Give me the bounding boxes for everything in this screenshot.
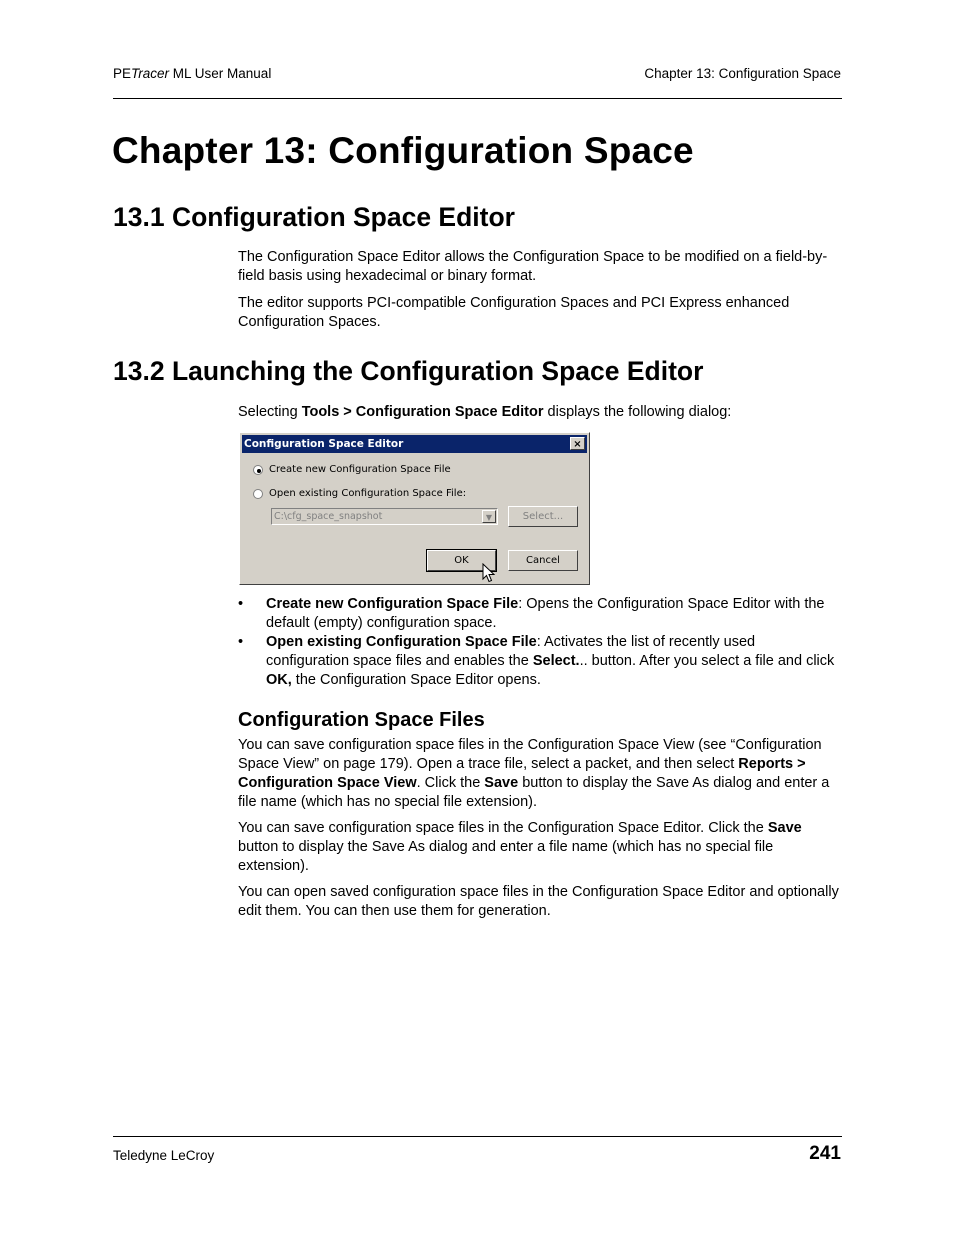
combo-value: C:\cfg_space_snapshot	[274, 511, 383, 522]
section-1-body	[238, 248, 842, 332]
option-term: Create new Configuration Space File	[266, 596, 519, 612]
intro-pre: Selecting	[238, 404, 302, 420]
section-2-title: 13.2 Launching the Configuration Space Editor	[113, 356, 704, 386]
page-header-left	[113, 66, 271, 81]
recent-files-combo[interactable]	[271, 508, 498, 525]
dialog-titlebar	[242, 435, 587, 453]
product-suffix: ML User Manual	[169, 66, 272, 81]
save-term: Save	[484, 775, 519, 791]
footer-rule	[113, 1136, 842, 1137]
section-1-title: 13.1 Configuration Space Editor	[113, 202, 515, 232]
cancel-button[interactable]: Cancel	[508, 550, 578, 571]
radio-open-label: Open existing Configuration Space File:	[269, 488, 467, 499]
radio-selected-dot	[257, 469, 261, 473]
save-term: Save	[767, 820, 802, 836]
ok-term: OK,	[266, 672, 292, 688]
chevron-down-icon[interactable]: ▼	[482, 510, 496, 523]
section-1-para-1: The Configuration Space Editor allows the Configuration Space to be modified on a field-by-field basis using hexadecimal or binary format.	[238, 249, 828, 284]
menu-path: Reports > Configuration Space View	[238, 756, 806, 791]
mouse-pointer-icon	[482, 563, 496, 583]
intro-post: displays the following dialog:	[543, 404, 732, 420]
select-button[interactable]: Select...	[508, 506, 578, 527]
subsection-title: Configuration Space Files	[238, 709, 485, 731]
ok-button[interactable]: OK	[427, 550, 496, 571]
page-number: 241	[809, 1143, 841, 1164]
subsection-para-2	[238, 819, 842, 876]
option-term: Open existing Configuration Space File	[266, 634, 537, 650]
chapter-title: Chapter 13: Configuration Space	[112, 130, 694, 171]
option-desc: the Configuration Space Editor opens.	[291, 672, 541, 688]
product-italic: Tracer	[131, 66, 170, 81]
text-run: button to display the Save As dialog and enter a file name (which has no special file extension).	[238, 839, 774, 874]
dialog-options-list	[238, 595, 842, 690]
option-desc: .. button. After you select a file and click	[579, 653, 835, 669]
header-rule	[113, 98, 842, 99]
text-run: . Click the	[416, 775, 485, 791]
radio-open-indicator[interactable]	[253, 489, 263, 499]
config-space-editor-dialog	[239, 432, 590, 585]
select-term: Select.	[532, 653, 580, 669]
text-run: button to display the Save As dialog and enter a file name (which has no special file extension).	[238, 775, 830, 810]
text-run: You can save configuration space files in the Configuration Space View (see “Configuration Space View” on page 179). Open a trace file, select a packet, and then select	[238, 737, 822, 772]
product-prefix: PE	[113, 66, 132, 81]
list-item-create	[238, 595, 842, 633]
radio-create-indicator[interactable]	[253, 465, 263, 475]
subsection-para-1	[238, 736, 842, 812]
radio-create-label: Create new Configuration Space File	[269, 464, 451, 475]
section-2-intro	[238, 403, 842, 422]
list-item-open	[238, 633, 842, 690]
bullet-glyph: •	[238, 596, 244, 612]
option-desc: : Activates the list of recently used configuration space files and enables the	[266, 634, 756, 669]
option-desc: : Opens the Configuration Space Editor with the default (empty) configuration space.	[266, 596, 825, 631]
footer-company: Teledyne LeCroy	[113, 1148, 215, 1163]
subsection-para-3: You can open saved configuration space files in the Configuration Space Editor and optionally edit them. You can then use them for generation.	[238, 884, 839, 919]
text-run: You can save configuration space files in the Configuration Space Editor. Click the	[238, 820, 768, 836]
intro-menu-path: Tools > Configuration Space Editor	[301, 404, 544, 420]
bullet-glyph: •	[238, 634, 244, 650]
subsection-body	[238, 736, 842, 921]
page-header-right: Chapter 13: Configuration Space	[644, 66, 841, 81]
close-icon[interactable]: ×	[570, 437, 585, 450]
section-1-para-2: The editor supports PCI-compatible Configuration Spaces and PCI Express enhanced Configuration Spaces.	[238, 295, 790, 330]
dialog-title: Configuration Space Editor	[244, 438, 404, 450]
